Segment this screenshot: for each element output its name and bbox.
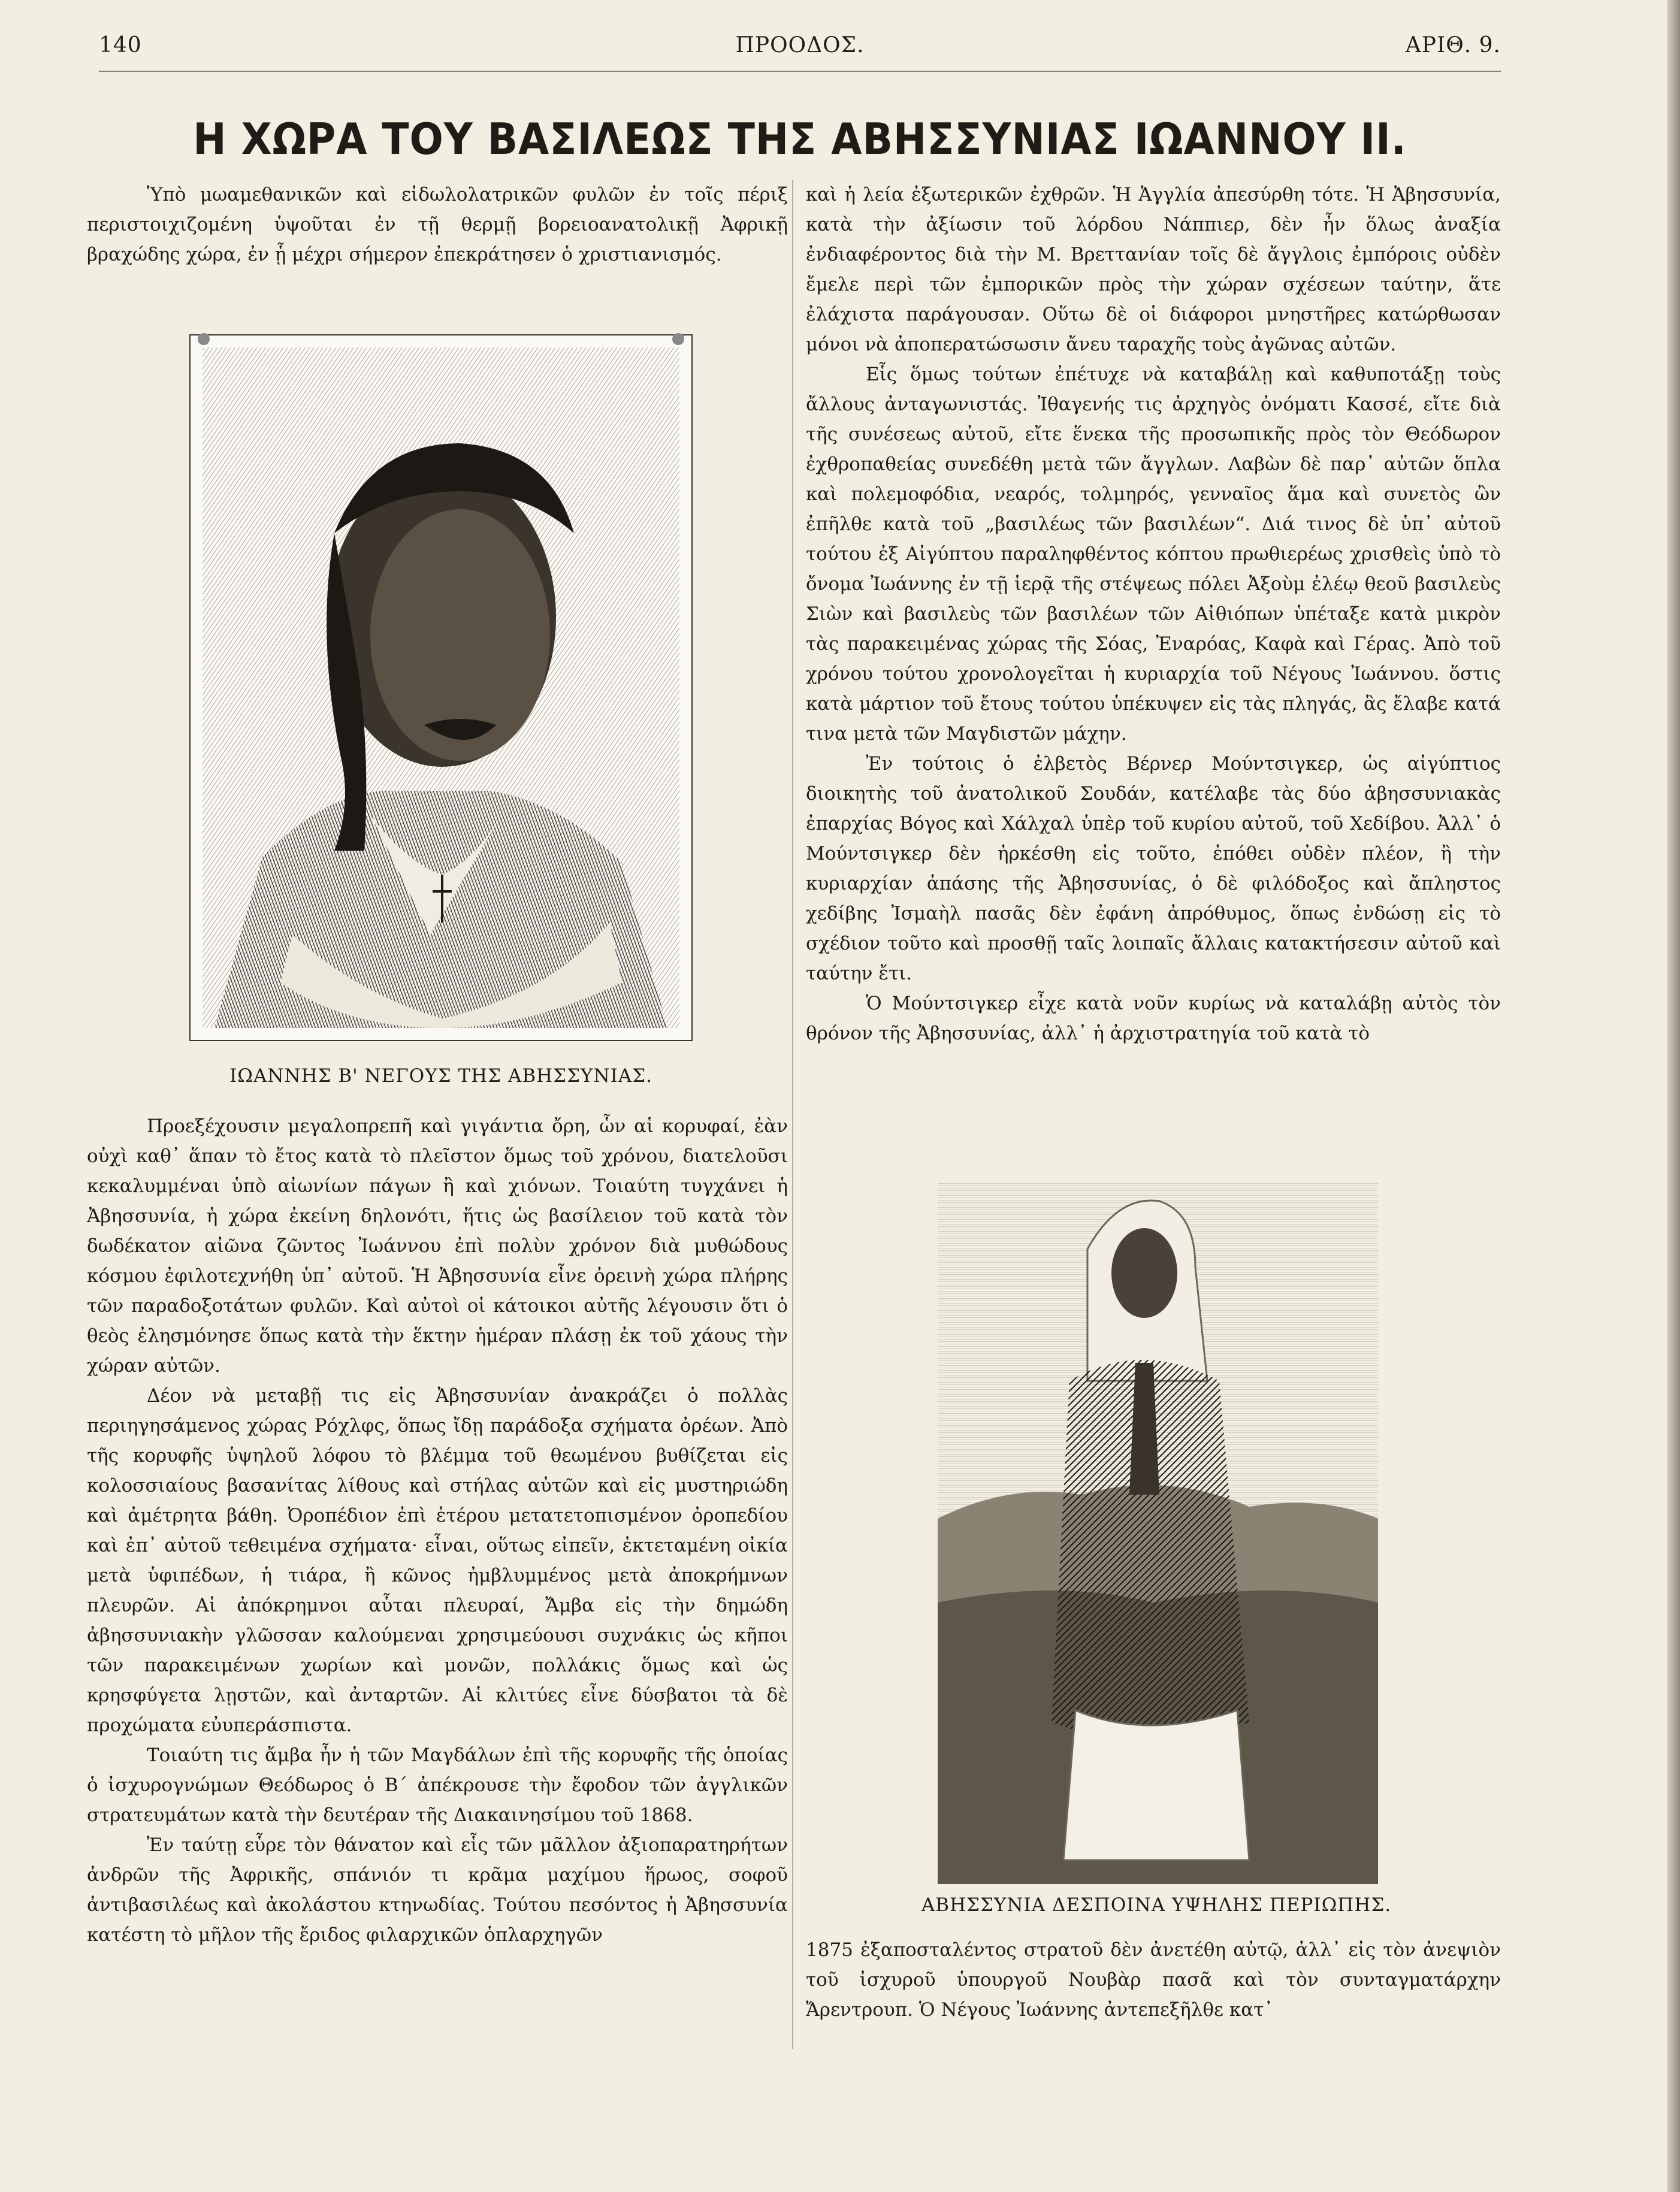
journal-name: ΠΡΟΟΔΟΣ. (735, 33, 865, 58)
issue-number: ΑΡΙΘ. 9. (1405, 33, 1501, 58)
paragraph: Δέον νὰ μεταβῇ τις εἰς Ἀβησσυνίαν ἀνακράζει ὁ πολλὰς περιηγησάμενος χώρας Ρόχλφς, ὅπως ἴδῃ παράδοξα σχήματα ὀρέων. Ἀπὸ τῆς κορυφῆς ὑψηλοῦ λόφου τὸ βλέμμα τοῦ θεωμένου βυθίζεται εἰς κολοσσιαίους βασανίτας λίθους καὶ στήλας αὐτῶν καὶ εἰς μυστηριώδη καὶ ἀμέτρητα βάθη. Ὀροπέδιον ἐπὶ ἑτέρου μετατετοπισμένον ὀροπεδίου καὶ ἐπ᾽ αὐτοῦ τεθειμένα σχήματα· εἶναι, οὕτως εἰπεῖν, ἐκτεταμένη οἰκία μετὰ ὑφιπέδων, ἡ τιάρα, ἢ κῶνος ἠμβλυμμένος μετὰ ἀποκρήμνων πλευρῶν. Αἱ ἀπόκρημνοι αὗται πλευραί, Ἄμβα εἰς τὴν δημώδη ἀβησσυνιακὴν γλῶσσαν καλούμεναι χρησιμεύουσι συχνάκις ὡς κῆποι τῶν παρακειμένων χωρίων καὶ μονῶν, πολλάκις ὅμως καὶ ὡς κρησφύγετα λῃστῶν, καὶ ἀνταρτῶν. Αἱ κλιτύες εἶνε δύσβατοι τὰ δὲ προχώματα εὐυπεράσπιστα. (87, 1385, 788, 1736)
paragraph: Ἐν ταύτῃ εὗρε τὸν θάνατον καὶ εἷς τῶν μᾶλλον ἀξιοπαρατηρήτων ἀνδρῶν τῆς Ἀφρικῆς, σπάνιόν τι κρᾶμα μαχίμου ἥρωος, σοφοῦ ἀντιβασιλέως καὶ ἀκολάστου κτηνωδίας. Τούτου πεσόντος ἡ Ἀβησσυνία κατέστη τὸ μῆλον τῆς ἔριδος φιλαρχικῶν ὁπλαρχηγῶν (87, 1834, 788, 1946)
column-divider (792, 180, 793, 2049)
paragraph: Προεξέχουσιν μεγαλοπρεπῆ καὶ γιγάντια ὄρη, ὧν αἱ κορυφαί, ἐὰν οὐχὶ καθ᾽ ἅπαν τὸ ἔτος κατὰ τὸ πλεῖστον ὅμως τοῦ χρόνου, διατελοῦσι κεκαλυμμέναι ὑπὸ αἰωνίων πάγων ἢ καὶ χιόνων. Τοιαύτη τυγχάνει ἡ Ἀβησσυνία, ἡ χώρα ἐκείνη δηλονότι, ἥτις ὡς βασίλειον τοῦ κατὰ τὸν δωδέκατον αἰῶνα ζῶντος Ἰωάννου ἐπὶ πολὺν χρόνον διὰ μυθώδους κόσμου ἐφιλοτεχνήθη ὑπ᾽ αὐτοῦ. Ἡ Ἀβησσυνία εἶνε ὀρεινὴ χώρα πλήρης τῶν παραδοξοτάτων φυλῶν. Καὶ αὐτοὶ οἱ κάτοικοι αὐτῆς λέγουσιν ὅτι ὁ θεὸς ἐλησμόνησε ὅπως κατὰ τὴν ἕκτην ἡμέραν πλάσῃ ἐκ τοῦ χάους τὴν χώραν αὐτῶν. (87, 1115, 788, 1377)
pin-icon (672, 333, 684, 345)
right-column-continuation: 1875 ἐξαποσταλέντος στρατοῦ δὲν ἀνετέθη αὐτῷ, ἀλλ᾽ εἰς τὸν ἀνεψιὸν τοῦ ἰσχυροῦ ὑπουργοῦ Νουβὰρ πασᾶ καὶ τὸν συνταγματάρχην Ἄρεντρουπ. Ὁ Νέγους Ἰωάννης ἀντεπεξῆλθε κατ᾽ (806, 1939, 1501, 2021)
article-title: Η ΧΩΡΑ ΤΟΥ ΒΑΣΙΛΕΩΣ ΤΗΣ ΑΒΗΣΣΥΝΙΑΣ ΙΩΑΝΝΟΥ ΙΙ. (193, 114, 1407, 164)
portrait-caption: ΙΩΑΝΝΗΣ Β' ΝΕΓΟΥΣ ΤΗΣ ΑΒΗΣΣΥΝΙΑΣ. (229, 1065, 652, 1087)
paragraph: Ἐν τούτοις ὁ ἐλβετὸς Βέρνερ Μούντσιγκερ, ὡς αἰγύπτιος διοικητὴς τοῦ ἀνατολικοῦ Σουδάν, κατέλαβε τὰς δύο ἀβησσυνιακὰς ἐπαρχίας Βόγος καὶ Χάλχαλ ὑπὲρ τοῦ κυρίου αὐτοῦ, τοῦ Χεδίβου. Ἀλλ᾽ ὁ Μούντσιγκερ δὲν ἠρκέσθη εἰς τοῦτο, ἐπόθει οὐδὲν πλέον, ἢ τὴν κυριαρχίαν ἁπάσης τῆς Ἀβησσυνίας, ὁ δὲ φιλόδοξος καὶ ἄπληστος χεδίβης Ἰσμαὴλ πασᾶς δὲν ἐφάνη ἀπρόθυμος, ὅπως ἐνδώσῃ εἰς τὸ σχέδιον τοῦτο καὶ προσθῇ ταῖς λοιπαῖς ἄλλαις κατακτήσεσιν αὐτοῦ καὶ ταύτην ἔτι. (806, 753, 1501, 984)
page-header (99, 33, 1501, 69)
engraved-portrait-icon (191, 335, 691, 1040)
page-edge (1667, 0, 1680, 2192)
page-number: 140 (99, 33, 142, 58)
pin-icon (198, 333, 210, 345)
paragraph: Ὁ Μούντσιγκερ εἶχε κατὰ νοῦν κυρίως νὰ καταλάβῃ αὐτὸς τὸν θρόνον τῆς Ἀβησσυνίας, ἀλλ᾽ ἡ ἀρχιστρατηγία τοῦ κατὰ τὸ (806, 993, 1501, 1044)
paragraph: Εἷς ὅμως τούτων ἐπέτυχε νὰ καταβάλῃ καὶ καθυποτάξῃ τοὺς ἄλλους ἀνταγωνιστάς. Ἰθαγενής τις ἀρχηγὸς ὀνόματι Κασσέ, εἴτε διὰ τῆς συνέσεως αὐτοῦ, εἴτε ἕνεκα τῆς προσωπικῆς πρὸς τὸν Θεόδωρον ἐχθροπαθείας συνεδέθη μετὰ τῶν ἄγγλων. Λαβὼν δὲ παρ᾽ αὐτῶν ὅπλα καὶ πολεμοφόδια, νεαρός, τολμηρός, γενναῖος ἅμα καὶ συνετὸς ὢν ἐπῆλθε κατὰ τοῦ „βασιλέως τῶν βασιλέων“. Διά τινος δὲ ὑπ᾽ αὐτοῦ τούτου ἐξ Αἰγύπτου παραληφθέντος κόπτου πρωθιερέως χρισθεὶς ὑπὸ τὸ ὄνομα Ἰωάννης ἐν τῇ ἱερᾷ τῆς στέψεως πόλει Ἀξοὺμ ἐλέῳ θεοῦ βασιλεὺς Σιὼν καὶ βασιλεὺς τῶν βασιλέων τῶν Αἰθιόπων ὑπέταξε κατὰ μικρὸν τὰς παρακειμένας χώρας τῆς Σόας, Ἐναρόας, Καφὰ καὶ Γέρας. Ἀπὸ τοῦ χρόνου τούτου χρονολογεῖται ἡ κυριαρχία τοῦ Νέγους Ἰωάννου. ὅστις κατὰ μάρτιον τοῦ ἔτους τούτου ὑπέκυψεν εἰς τὰς πληγάς, ἃς ἔλαβε κατά τινα μετὰ τῶν Μαγδιστῶν μάχην. (806, 364, 1501, 745)
header-rule (99, 71, 1501, 72)
paragraph: Τοιαύτη τις ἄμβα ἦν ἡ τῶν Μαγδάλων ἐπὶ τῆς κορυφῆς τῆς ὁποίας ὁ ἰσχυρογνώμων Θεόδωρος ὁ Β´ ἀπέκρουσε τὴν ἔφοδον τῶν ἀγγλικῶν στρατευμάτων κατὰ τὴν δευτέραν τῆς Διακαινησίμου τοῦ 1868. (87, 1744, 788, 1826)
left-column-text (87, 1111, 788, 1950)
woman-engraving (938, 1183, 1378, 1884)
woman-caption: ΑΒΗΣΣΥΝΙΑ ΔΕΣΠΟΙΝΑ ΥΨΗΛΗΣ ΠΕΡΙΩΠΗΣ. (921, 1894, 1392, 1916)
engraved-woman-figure-icon (938, 1183, 1378, 1884)
portrait-engraving (191, 335, 691, 1040)
paragraph: καὶ ἡ λεία ἐξωτερικῶν ἐχθρῶν. Ἡ Ἀγγλία ἀπεσύρθη τότε. Ἡ Ἀβησσυνία, κατὰ τὴν ἀξίωσιν τοῦ λόρδου Νάππιερ, δὲν ἦν ὅλως ἀναξία ἐνδιαφέροντος διὰ τὴν Μ. Βρεττανίαν τοῖς δὲ ἄγγλοις ἐμπόροις οὐδὲν ἔμελε περὶ τῶν ἐμπορικῶν πρὸς τὴν χώραν σχέσεων ταύτην, ἅτε ἐλάχιστα παράγουσαν. Οὕτω δὲ οἱ διάφοροι μνηστῆρες κατώρθωσαν μόνοι νὰ ἀποπερατώσωσιν ἄνευ ταραχῆς τοὺς ἀγῶνας αὐτῶν. (806, 184, 1501, 355)
right-column-text (806, 180, 1501, 1048)
intro-paragraph: Ὑπὸ μωαμεθανικῶν καὶ εἰδωλολατρικῶν φυλῶν ἐν τοῖς πέριξ περιστοιχιζομένη ὑψοῦται ἐν τῇ θερμῇ βορειοανατολικῇ Ἀφρικῇ βραχώδης χώρα, ἐν ᾗ μέχρι σήμερον ἐπεκράτησεν ὁ χριστιανισμός. (87, 184, 788, 265)
